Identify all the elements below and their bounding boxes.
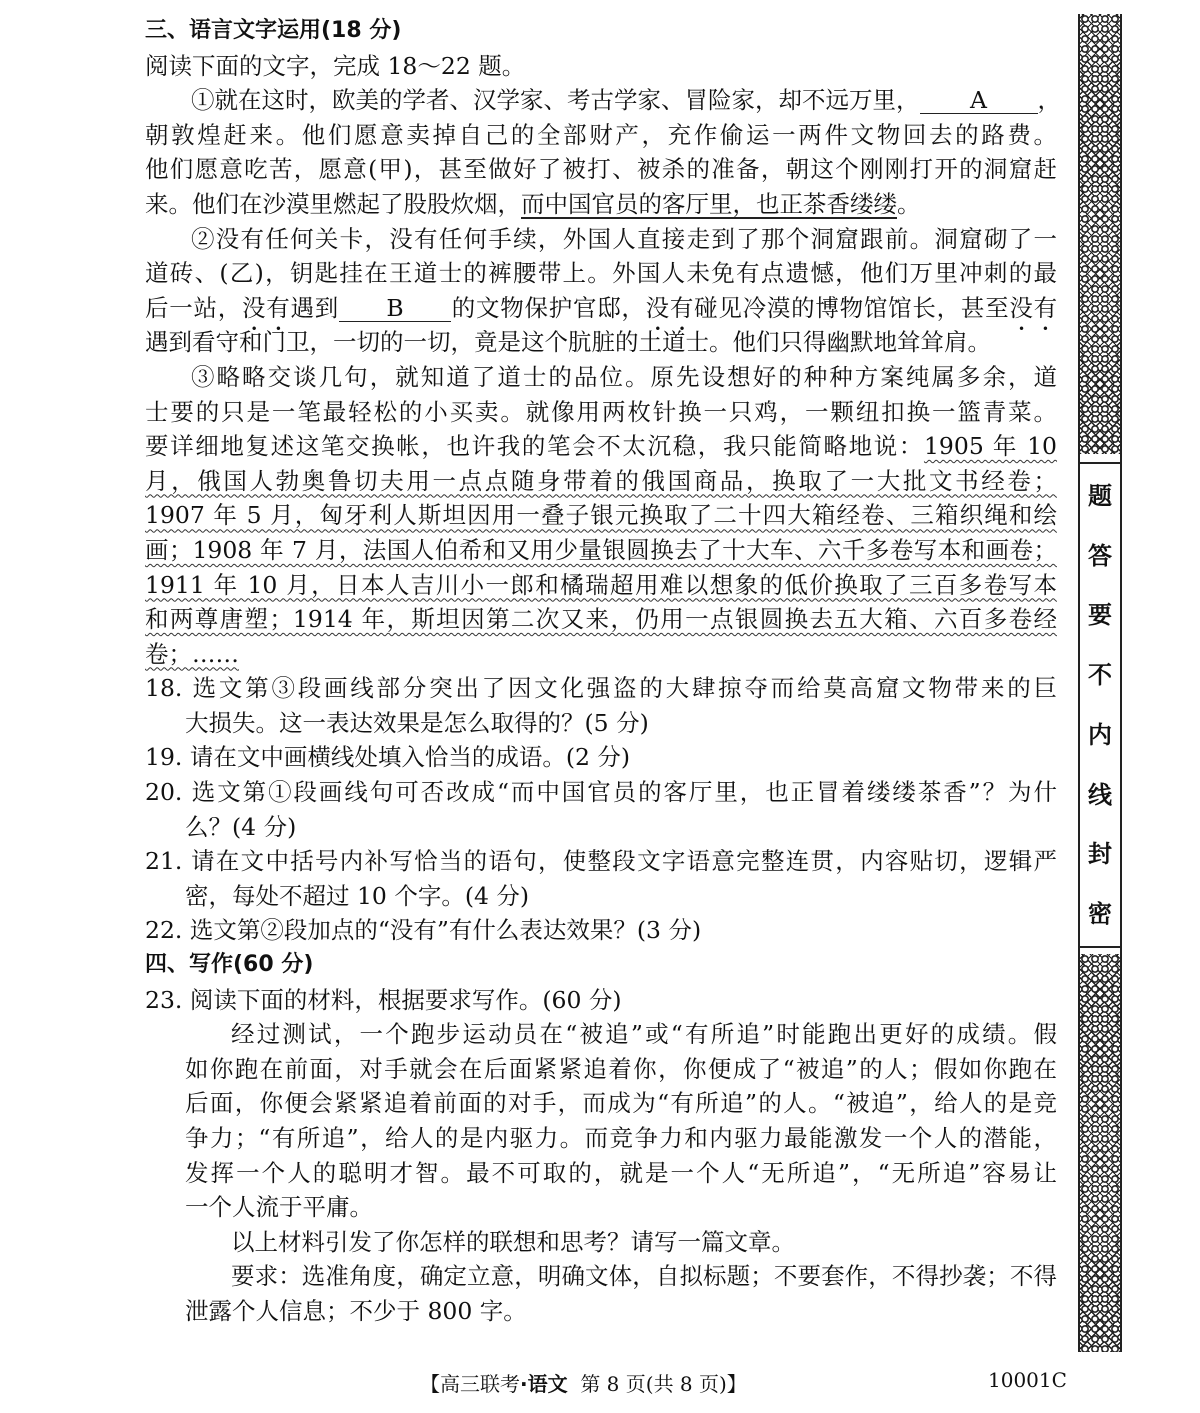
seal-char: 封 xyxy=(1088,840,1112,869)
p2-text: 碰见冷漠的博物馆馆长，甚至 xyxy=(694,293,1010,322)
seal-char: 答 xyxy=(1088,541,1112,570)
question-22: 22. 选文第②段加点的“没有”有什么表达效果？(3 分) xyxy=(145,916,702,945)
material-line-1: 经过测试，一个跑步运动员在“被追”或“有所追”时能跑出更好的成绩。假 xyxy=(231,1020,1057,1049)
p2-line-3 xyxy=(145,291,1057,326)
seal-char: 不 xyxy=(1088,661,1112,690)
material-line-3: 后面，你便会紧紧追着前面的对手，而成为“有所追”的人。“被追”，给人的是竞 xyxy=(185,1089,1057,1118)
requirements-line-2: 泄露个人信息；不少于 800 字。 xyxy=(185,1296,527,1325)
section-3-title: 三、语言文字运用(18 分) xyxy=(145,18,402,43)
seal-char: 要 xyxy=(1088,601,1112,630)
material-line-4: 争力；“有所追”，给人的是内驱力。而竞争力和内驱力最能激发一个人的潜能， xyxy=(185,1124,1057,1152)
seal-strip xyxy=(1078,14,1122,1352)
requirements-line-1: 要求：选准角度，确定立意，明确文体，自拟标题；不要套作，不得抄袭；不得 xyxy=(231,1262,1057,1291)
question-23: 23. 阅读下面的材料，根据要求写作。(60 分) xyxy=(145,985,622,1014)
p3-wavy-text: 卷；…… xyxy=(145,639,239,668)
p2-text: 后一站， xyxy=(145,293,242,322)
p2-text: 的文物保护官邸， xyxy=(450,293,646,322)
p1-text: ， xyxy=(1037,86,1061,115)
p1-text: ①就在这时，欧美的学者、汉学家、考古学家、冒险家，却不远万里， xyxy=(191,86,920,115)
seal-char: 线 xyxy=(1088,780,1112,809)
page-footer xyxy=(420,1368,747,1397)
p1-text: 来。他们在沙漠里燃起了股股炊烟， xyxy=(145,189,521,218)
seal-pattern-top xyxy=(1080,14,1120,454)
footer-exam-name: 【高三联考 xyxy=(420,1372,520,1396)
p3-text: 要详细地复述这笔交换帐，也许我的笔会不太沉稳，我只能简略地说： xyxy=(145,432,924,461)
seal-pattern-bottom xyxy=(1080,954,1120,1352)
dotted-meiyou: 没有 xyxy=(645,293,695,322)
seal-char: 密 xyxy=(1088,899,1112,928)
seal-warning xyxy=(1080,462,1120,948)
dotted-meiyou: 没有 xyxy=(241,293,291,322)
p3-line-2: 士要的只是一笔最轻松的小买卖。就像用两枚针换一只鸡，一颗纽扣换一篮青菜。 xyxy=(145,397,1057,426)
p1-underlined-sentence: 而中国官员的客厅里，也正茶香缕缕 xyxy=(521,189,897,218)
question-21: 21. 请在文中括号内补写恰当的语句，使整段文字语意完整连贯，内容贴切，逻辑严 xyxy=(145,847,1057,876)
p1-line-3: 他们愿意吃苦，愿意(甲)，甚至做好了被打、被杀的准备，朝这个刚刚打开的洞窟赶 xyxy=(145,155,1057,184)
material-line-5: 发挥一个人的聪明才智。最不可取的，就是一个人“无所追”，“无所追”容易让 xyxy=(185,1158,1057,1187)
dotted-meiyou: 没有 xyxy=(1009,293,1058,322)
p1-line-2: 朝敦煌赶来。他们愿意卖掉自己的全部财产，充作偷运一两件文物回去的路费。 xyxy=(145,120,1057,149)
p3-wavy-line-4: 月，俄国人勃奥鲁切夫用一点点随身带着的俄国商品，换取了一大批文书经卷； xyxy=(145,466,1057,495)
p1-text: 。 xyxy=(897,189,921,218)
p1-line-1 xyxy=(145,83,1061,118)
seal-char: 内 xyxy=(1088,720,1112,749)
p2-line-4: 遇到看守和门卫，一切的一切，竟是这个肮脏的土道士。他们只得幽默地耸耸肩。 xyxy=(145,328,991,357)
p2-text: 遇到 xyxy=(290,293,339,322)
p3-wavy-line-6: 画；1908 年 7 月，法国人伯希和又用少量银圆换去了十大车、六千多卷写本和画卷； xyxy=(145,535,1057,564)
question-21-cont: 密，每处不超过 10 个字。(4 分) xyxy=(185,881,530,910)
question-18: 18. 选文第③段画线部分突出了因文化强盗的大肆掠夺而给莫高窟文物带来的巨 xyxy=(145,674,1057,703)
p3-wavy-line-5: 1907 年 5 月，匈牙利人斯坦因用一叠子银元换取了二十四大箱经卷、三箱织绳和绘 xyxy=(145,501,1057,530)
blank-b: B xyxy=(339,295,451,322)
p3-line-1: ③略略交谈几句，就知道了道士的品位。原先设想好的种种方案纯属多余，道 xyxy=(191,362,1057,391)
question-19: 19. 请在文中画横线处填入恰当的成语。(2 分) xyxy=(145,743,631,772)
p2-line-2: 道砖、(乙)，钥匙挂在王道士的裤腰带上。外国人未免有点遗憾，他们万里冲刺的最 xyxy=(145,259,1057,288)
paper-code: 10001C xyxy=(988,1368,1067,1392)
p3-wavy-line-8: 和两尊唐塑；1914 年，斯坦因第二次又来，仍用一点银圆换去五大箱、六百多卷经 xyxy=(145,605,1057,634)
question-18-cont: 大损失。这一表达效果是怎么取得的？(5 分) xyxy=(185,708,649,737)
question-20: 20. 选文第①段画线句可否改成“而中国官员的客厅里，也正冒着缕缕茶香”？为什 xyxy=(145,778,1057,807)
p3-wavy-text: 1905 年 10 xyxy=(923,432,1058,461)
question-20-cont: 么？(4 分) xyxy=(185,812,297,841)
material-line-6: 一个人流于平庸。 xyxy=(185,1193,373,1222)
p3-wavy-line-7: 1911 年 10 月，日本人吉川小一郎和橘瑞超用难以想象的低价换取了三百多卷写本 xyxy=(145,570,1057,599)
blank-a: A xyxy=(920,87,1038,114)
footer-page-number: 第 8 页(共 8 页)】 xyxy=(580,1372,747,1396)
p1-line-4 xyxy=(145,187,1057,222)
seal-char: 题 xyxy=(1088,482,1112,510)
p2-line-1: ②没有任何关卡，没有任何手续，外国人直接走到了那个洞窟跟前。洞窟砌了一 xyxy=(191,224,1057,253)
exam-page-content xyxy=(145,14,1061,1329)
section-4-title: 四、写作(60 分) xyxy=(145,952,314,978)
footer-subject: ·语文 xyxy=(520,1372,568,1396)
p3-line-9 xyxy=(145,637,1057,672)
section-3-intro: 阅读下面的文字，完成 18～22 题。 xyxy=(145,51,526,80)
material-line-2: 如你跑在前面，对手就会在后面紧紧追着你，你便成了“被追”的人；假如你跑在 xyxy=(185,1054,1057,1083)
p3-line-3 xyxy=(145,429,1057,464)
material-line-7: 以上材料引发了你怎样的联想和思考？请写一篇文章。 xyxy=(231,1227,795,1256)
